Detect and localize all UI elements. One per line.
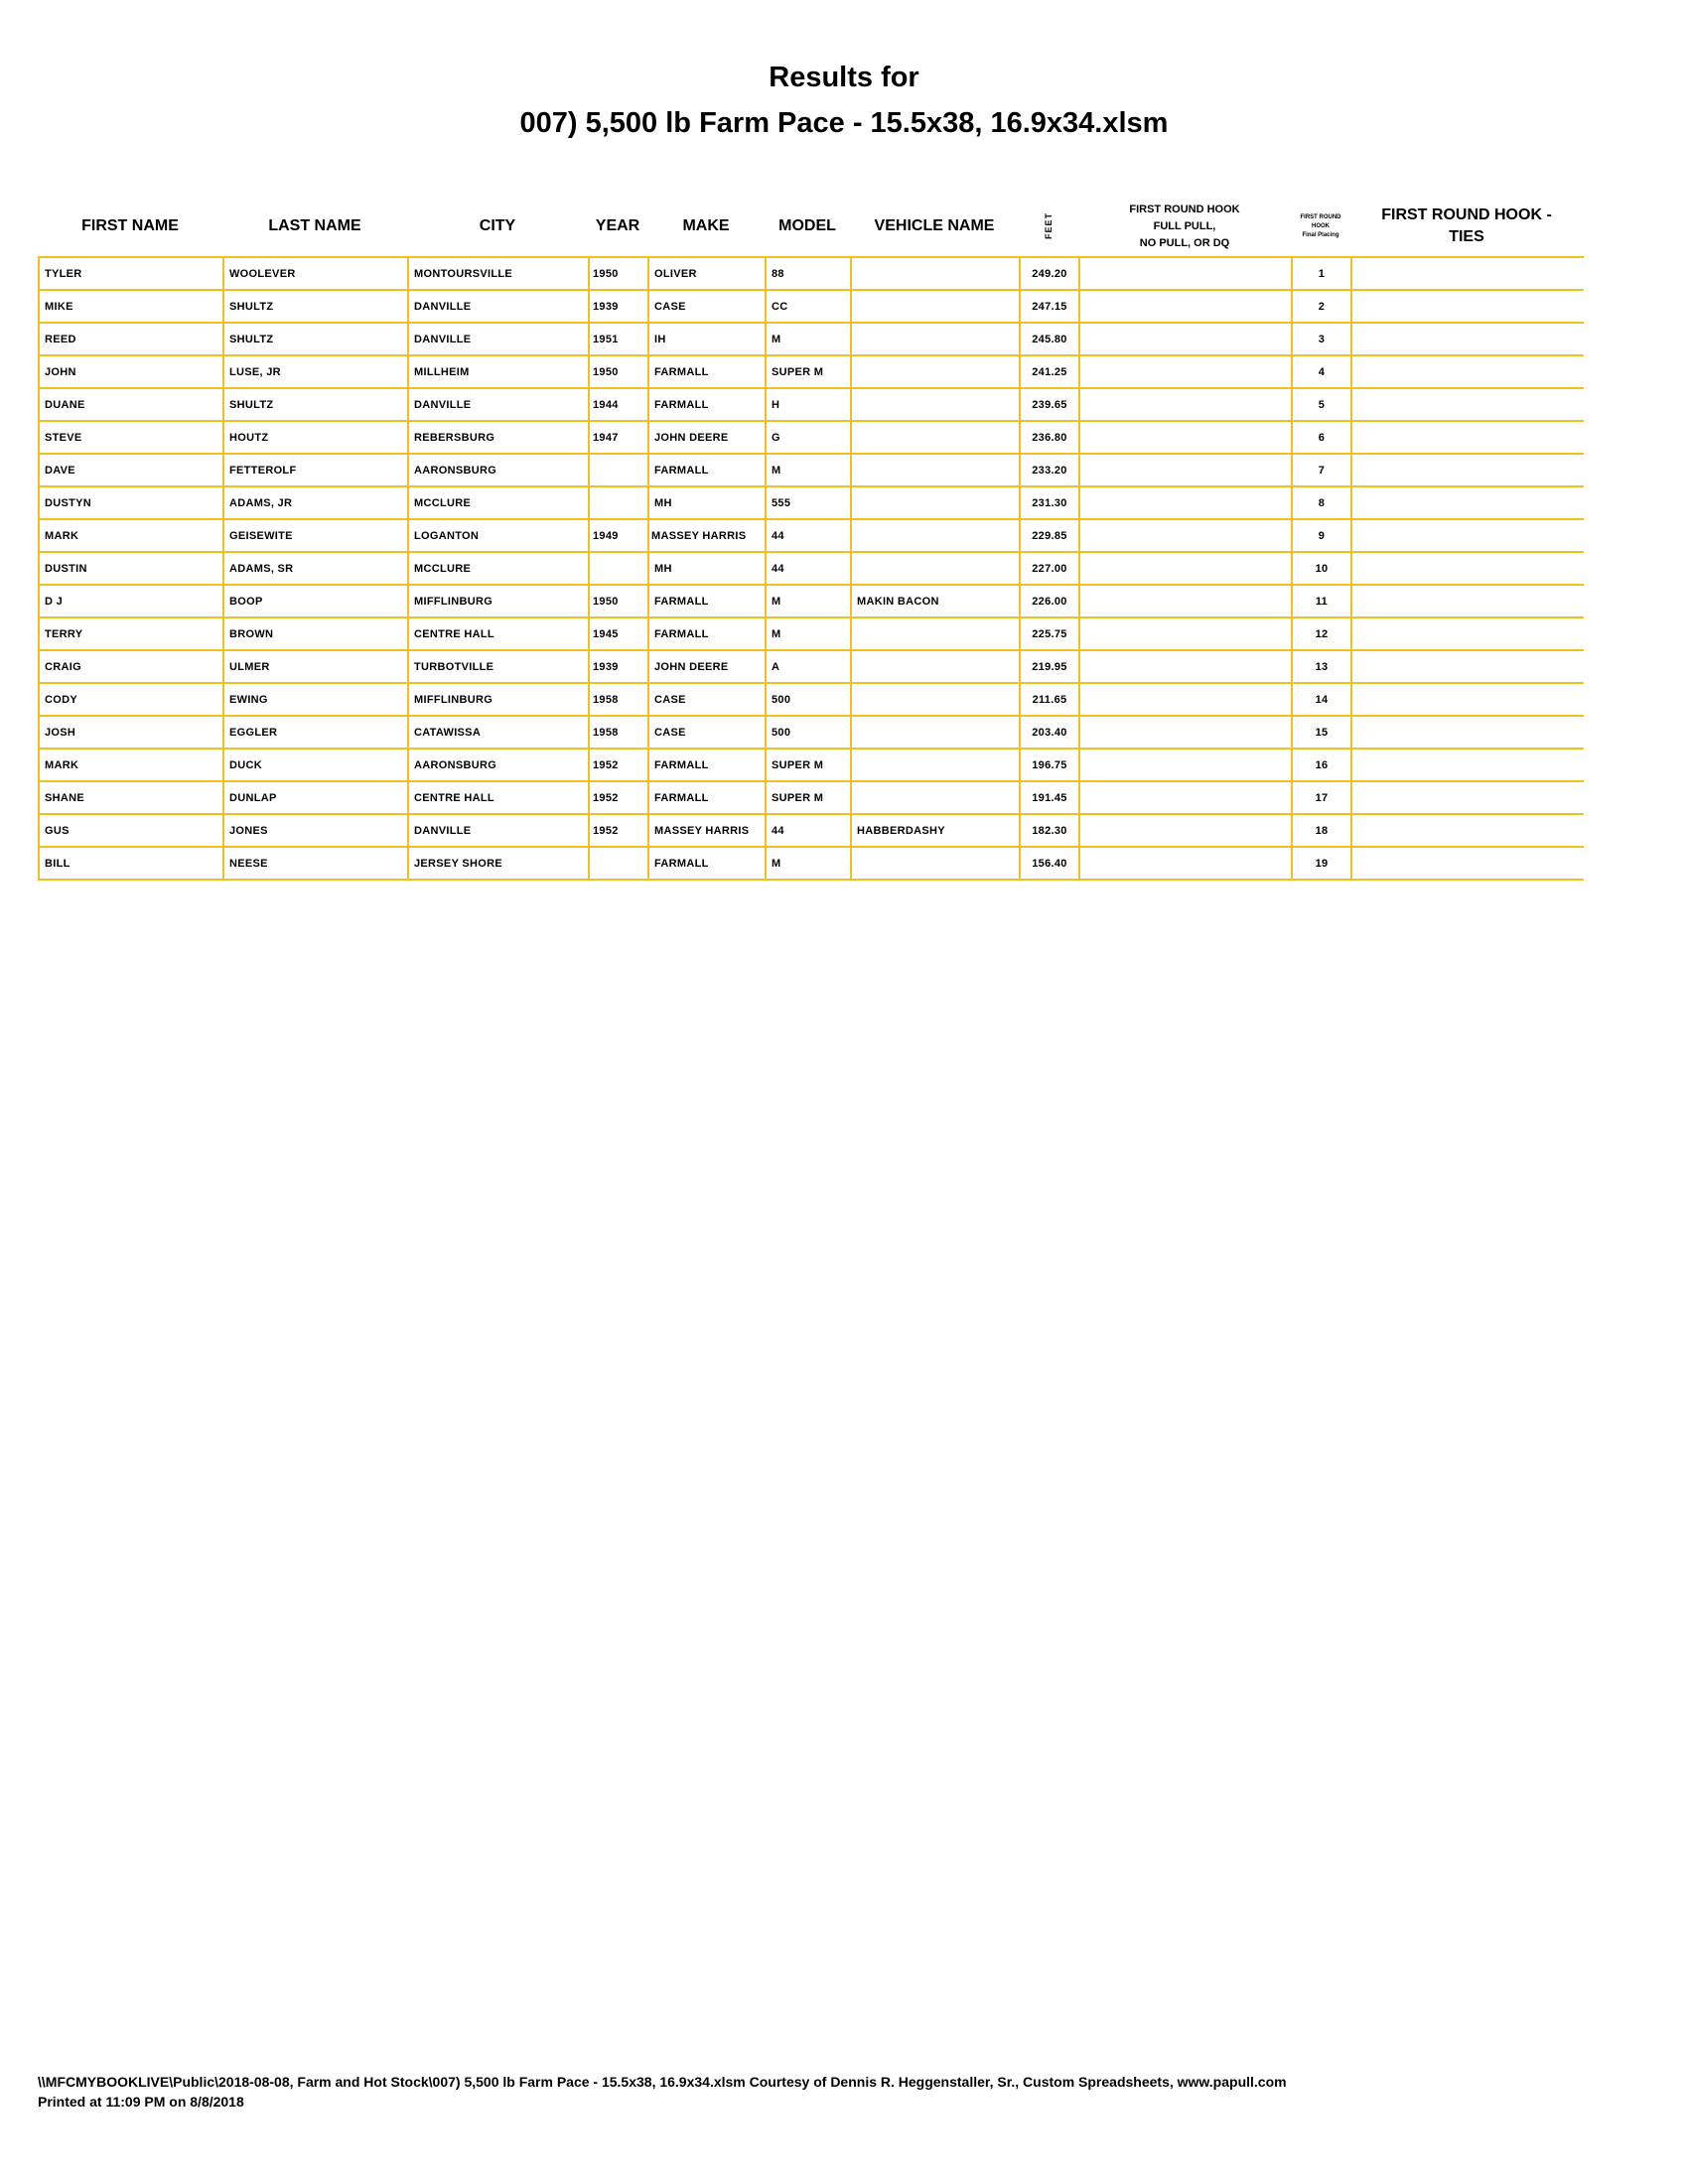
cell-city: MCCLURE [408, 486, 589, 519]
cell-first-name: DAVE [39, 454, 223, 486]
cell-last-name: FETTEROLF [223, 454, 408, 486]
cell-city: CENTRE HALL [408, 617, 589, 650]
header-model: MODEL [778, 217, 836, 234]
cell-hook-result [1079, 421, 1292, 454]
cell-make: FARMALL [648, 454, 766, 486]
cell-final-placing: 13 [1292, 650, 1351, 683]
cell-feet: 236.80 [1020, 421, 1079, 454]
cell-vehicle-name [851, 257, 1020, 290]
cell-vehicle-name [851, 650, 1020, 683]
table-row [39, 290, 1584, 323]
cell-make: JOHN DEERE [648, 650, 766, 683]
header-ties [1350, 195, 1583, 258]
table-row [39, 847, 1584, 880]
cell-hook-result [1079, 585, 1292, 617]
cell-first-name: CODY [39, 683, 223, 716]
cell-make: MH [648, 486, 766, 519]
cell-year: 1945 [589, 617, 648, 650]
cell-vehicle-name [851, 683, 1020, 716]
cell-model: CC [766, 290, 851, 323]
cell-feet: 239.65 [1020, 388, 1079, 421]
header-placing-line3: Final Placing [1302, 231, 1339, 238]
cell-final-placing: 9 [1292, 519, 1351, 552]
table-row [39, 388, 1584, 421]
cell-city: MCCLURE [408, 552, 589, 585]
cell-model: SUPER M [766, 781, 851, 814]
cell-city: MIFFLINBURG [408, 585, 589, 617]
cell-hook-result [1079, 847, 1292, 880]
cell-vehicle-name [851, 290, 1020, 323]
cell-model: 500 [766, 716, 851, 749]
cell-model: A [766, 650, 851, 683]
cell-make: FARMALL [648, 749, 766, 781]
table-row [39, 781, 1584, 814]
cell-year [589, 519, 648, 552]
cell-final-placing: 8 [1292, 486, 1351, 519]
cell-first-name: MIKE [39, 290, 223, 323]
cell-hook-result [1079, 355, 1292, 388]
cell-city: MILLHEIM [408, 355, 589, 388]
cell-city: DANVILLE [408, 388, 589, 421]
cell-model: 500 [766, 683, 851, 716]
cell-make: FARMALL [648, 617, 766, 650]
cell-vehicle-name [851, 486, 1020, 519]
cell-first-name: JOSH [39, 716, 223, 749]
cell-city: MONTOURSVILLE [408, 257, 589, 290]
header-hook-line2: FULL PULL, [1153, 219, 1216, 232]
cell-hook-result [1079, 683, 1292, 716]
cell-first-name: SHANE [39, 781, 223, 814]
cell-year: 1950 [589, 257, 648, 290]
cell-vehicle-name [851, 388, 1020, 421]
cell-last-name: EWING [223, 683, 408, 716]
cell-city: LOGANTON [408, 519, 589, 552]
cell-final-placing: 6 [1292, 421, 1351, 454]
table-row [39, 552, 1584, 585]
cell-final-placing: 1 [1292, 257, 1351, 290]
cell-vehicle-name [851, 421, 1020, 454]
cell-first-name: DUSTYN [39, 486, 223, 519]
page-footer [38, 2072, 1666, 2112]
cell-last-name: SHULTZ [223, 388, 408, 421]
cell-hook-result [1079, 552, 1292, 585]
cell-city: CATAWISSA [408, 716, 589, 749]
cell-last-name: BOOP [223, 585, 408, 617]
cell-last-name: ADAMS, SR [223, 552, 408, 585]
cell-ties [1351, 716, 1584, 749]
cell-final-placing: 12 [1292, 617, 1351, 650]
cell-first-name: JOHN [39, 355, 223, 388]
cell-ties [1351, 290, 1584, 323]
cell-year [589, 847, 648, 880]
cell-first-name: D J [39, 585, 223, 617]
cell-make: FARMALL [648, 781, 766, 814]
cell-city: DANVILLE [408, 290, 589, 323]
cell-vehicle-name: HABBERDASHY [851, 814, 1020, 847]
cell-final-placing: 3 [1292, 323, 1351, 355]
header-make: MAKE [682, 217, 730, 234]
cell-year: 1939 [589, 290, 648, 323]
cell-last-name: HOUTZ [223, 421, 408, 454]
cell-first-name: BILL [39, 847, 223, 880]
cell-last-name: DUNLAP [223, 781, 408, 814]
cell-feet: 211.65 [1020, 683, 1079, 716]
cell-vehicle-name [851, 716, 1020, 749]
cell-year: 1950 [589, 585, 648, 617]
cell-year: 1952 [589, 749, 648, 781]
table-row [39, 519, 1584, 552]
cell-first-name: DUSTIN [39, 552, 223, 585]
cell-vehicle-name [851, 323, 1020, 355]
cell-last-name: SHULTZ [223, 323, 408, 355]
cell-make: MH [648, 552, 766, 585]
cell-city: TURBOTVILLE [408, 650, 589, 683]
cell-feet: 226.00 [1020, 585, 1079, 617]
cell-model: 555 [766, 486, 851, 519]
cell-vehicle-name [851, 781, 1020, 814]
cell-make: CASE [648, 716, 766, 749]
cell-ties [1351, 650, 1584, 683]
header-last-name: LAST NAME [268, 217, 361, 234]
cell-hook-result [1079, 257, 1292, 290]
cell-last-name: GEISEWITE [223, 519, 408, 552]
cell-vehicle-name [851, 749, 1020, 781]
cell-last-name: EGGLER [223, 716, 408, 749]
cell-year: 1951 [589, 323, 648, 355]
cell-hook-result [1079, 617, 1292, 650]
cell-final-placing: 17 [1292, 781, 1351, 814]
table-header [38, 195, 1583, 258]
report-title: Results for [769, 62, 919, 93]
cell-first-name: CRAIG [39, 650, 223, 683]
cell-city: CENTRE HALL [408, 781, 589, 814]
cell-first-name: MARK [39, 749, 223, 781]
cell-last-name: SHULTZ [223, 290, 408, 323]
cell-feet: 249.20 [1020, 257, 1079, 290]
cell-final-placing: 7 [1292, 454, 1351, 486]
header-ties-line1: FIRST ROUND HOOK - [1381, 206, 1552, 223]
cell-feet: 203.40 [1020, 716, 1079, 749]
cell-hook-result [1079, 290, 1292, 323]
header-hook-line1: FIRST ROUND HOOK [1129, 203, 1240, 215]
cell-model: M [766, 585, 851, 617]
footer-file-path: \\MFCMYBOOKLIVE\Public\2018-08-08, Farm and Hot Stock\007) 5,500 lb Farm Pace - 15.5x38, 16.9x34.xlsm Courtesy of Dennis R. Heggenstaller, Sr., Custom Spreadsheets, www.papull.com [38, 2074, 1287, 2090]
cell-first-name: REED [39, 323, 223, 355]
cell-hook-result [1079, 749, 1292, 781]
cell-make: CASE [648, 683, 766, 716]
cell-hook-result [1079, 814, 1292, 847]
cell-year: 1958 [589, 716, 648, 749]
cell-year: 1939 [589, 650, 648, 683]
header-placing-line2: HOOK [1312, 222, 1330, 229]
cell-year: 1958 [589, 683, 648, 716]
cell-model: SUPER M [766, 749, 851, 781]
cell-ties [1351, 257, 1584, 290]
cell-ties [1351, 847, 1584, 880]
cell-final-placing: 5 [1292, 388, 1351, 421]
cell-model: G [766, 421, 851, 454]
cell-model: 88 [766, 257, 851, 290]
cell-final-placing: 10 [1292, 552, 1351, 585]
cell-first-name: MARK [39, 519, 223, 552]
cell-final-placing: 14 [1292, 683, 1351, 716]
cell-model: 44 [766, 552, 851, 585]
cell-feet: 182.30 [1020, 814, 1079, 847]
cell-feet: 191.45 [1020, 781, 1079, 814]
table-row [39, 814, 1584, 847]
cell-hook-result [1079, 650, 1292, 683]
cell-model: M [766, 323, 851, 355]
table-row [39, 257, 1584, 290]
cell-last-name: NEESE [223, 847, 408, 880]
cell-city: REBERSBURG [408, 421, 589, 454]
cell-hook-result [1079, 781, 1292, 814]
cell-ties [1351, 781, 1584, 814]
cell-first-name: STEVE [39, 421, 223, 454]
cell-make: CASE [648, 290, 766, 323]
header-hook-result [1078, 195, 1291, 258]
header-placing-line1: FIRST ROUND [1300, 213, 1341, 220]
cell-year [589, 552, 648, 585]
cell-hook-result [1079, 388, 1292, 421]
cell-vehicle-name [851, 847, 1020, 880]
cell-vehicle-name [851, 355, 1020, 388]
header-hook-line3: NO PULL, OR DQ [1139, 236, 1230, 249]
cell-last-name: WOOLEVER [223, 257, 408, 290]
table-row [39, 486, 1584, 519]
results-table [38, 256, 1584, 881]
cell-ties [1351, 749, 1584, 781]
cell-first-name: DUANE [39, 388, 223, 421]
cell-final-placing: 18 [1292, 814, 1351, 847]
table-row [39, 749, 1584, 781]
cell-vehicle-name [851, 519, 1020, 552]
cell-ties [1351, 585, 1584, 617]
cell-make: FARMALL [648, 585, 766, 617]
cell-make: JOHN DEERE [648, 421, 766, 454]
cell-model: SUPER M [766, 355, 851, 388]
cell-ties [1351, 552, 1584, 585]
cell-make: IH [648, 323, 766, 355]
cell-vehicle-name: MAKIN BACON [851, 585, 1020, 617]
cell-feet: 225.75 [1020, 617, 1079, 650]
cell-vehicle-name [851, 617, 1020, 650]
cell-last-name: LUSE, JR [223, 355, 408, 388]
header-vehicle-name: VEHICLE NAME [874, 217, 995, 234]
cell-vehicle-name [851, 454, 1020, 486]
cell-first-name: GUS [39, 814, 223, 847]
footer-printed-at: Printed at 11:09 PM on 8/8/2018 [38, 2094, 244, 2110]
cell-make: FARMALL [648, 847, 766, 880]
cell-year: 1947 [589, 421, 648, 454]
cell-year [589, 486, 648, 519]
header-year: YEAR [595, 217, 640, 234]
table-row [39, 585, 1584, 617]
cell-make: OLIVER [648, 257, 766, 290]
header-final-placing [1291, 195, 1350, 258]
table-row [39, 355, 1584, 388]
table-row [39, 421, 1584, 454]
table-row [39, 683, 1584, 716]
cell-model: M [766, 617, 851, 650]
cell-vehicle-name [851, 552, 1020, 585]
cell-model: 44 [766, 814, 851, 847]
cell-final-placing: 4 [1292, 355, 1351, 388]
cell-ties [1351, 323, 1584, 355]
header-city: CITY [479, 217, 516, 234]
cell-feet: 247.15 [1020, 290, 1079, 323]
cell-last-name: DUCK [223, 749, 408, 781]
cell-feet: 231.30 [1020, 486, 1079, 519]
cell-city: AARONSBURG [408, 749, 589, 781]
cell-feet: 233.20 [1020, 454, 1079, 486]
cell-city: MIFFLINBURG [408, 683, 589, 716]
cell-hook-result [1079, 519, 1292, 552]
cell-city: JERSEY SHORE [408, 847, 589, 880]
cell-model: H [766, 388, 851, 421]
cell-year: 1950 [589, 355, 648, 388]
cell-ties [1351, 388, 1584, 421]
cell-feet: 241.25 [1020, 355, 1079, 388]
results-body [39, 257, 1584, 880]
cell-model: M [766, 847, 851, 880]
cell-final-placing: 2 [1292, 290, 1351, 323]
cell-first-name: TYLER [39, 257, 223, 290]
cell-ties [1351, 454, 1584, 486]
header-first-name: FIRST NAME [81, 217, 179, 234]
cell-city: AARONSBURG [408, 454, 589, 486]
table-row [39, 454, 1584, 486]
cell-ties [1351, 421, 1584, 454]
cell-feet: 219.95 [1020, 650, 1079, 683]
cell-city: DANVILLE [408, 323, 589, 355]
header-feet-label: FEET [1044, 212, 1054, 240]
cell-feet: 229.85 [1020, 519, 1079, 552]
cell-last-name: JONES [223, 814, 408, 847]
cell-hook-result [1079, 323, 1292, 355]
cell-feet: 156.40 [1020, 847, 1079, 880]
table-row [39, 323, 1584, 355]
cell-make: FARMALL [648, 355, 766, 388]
cell-first-name: TERRY [39, 617, 223, 650]
cell-feet: 196.75 [1020, 749, 1079, 781]
report-filename-title: 007) 5,500 lb Farm Pace - 15.5x38, 16.9x34.xlsm [519, 107, 1169, 139]
cell-final-placing: 11 [1292, 585, 1351, 617]
header-feet [1019, 195, 1078, 258]
cell-year: 1952 [589, 781, 648, 814]
header-ties-line2: TIES [1449, 228, 1484, 245]
cell-model: 44 [766, 519, 851, 552]
cell-ties [1351, 683, 1584, 716]
cell-final-placing: 19 [1292, 847, 1351, 880]
table-row [39, 617, 1584, 650]
cell-ties [1351, 617, 1584, 650]
table-row [39, 716, 1584, 749]
cell-ties [1351, 486, 1584, 519]
cell-hook-result [1079, 486, 1292, 519]
cell-last-name: BROWN [223, 617, 408, 650]
cell-hook-result [1079, 454, 1292, 486]
cell-make: MASSEY HARRIS [648, 814, 766, 847]
cell-ties [1351, 814, 1584, 847]
cell-year: 1944 [589, 388, 648, 421]
table-row [39, 650, 1584, 683]
cell-final-placing: 16 [1292, 749, 1351, 781]
cell-ties [1351, 355, 1584, 388]
cell-ties [1351, 519, 1584, 552]
cell-last-name: ULMER [223, 650, 408, 683]
cell-year: 1952 [589, 814, 648, 847]
cell-model: M [766, 454, 851, 486]
cell-feet: 227.00 [1020, 552, 1079, 585]
cell-final-placing: 15 [1292, 716, 1351, 749]
cell-year [589, 454, 648, 486]
cell-make: FARMALL [648, 388, 766, 421]
cell-make: MASSEY HARRIS [648, 519, 766, 552]
cell-feet: 245.80 [1020, 323, 1079, 355]
cell-city: DANVILLE [408, 814, 589, 847]
cell-hook-result [1079, 716, 1292, 749]
cell-year-value: 1949 [593, 529, 619, 542]
cell-last-name: ADAMS, JR [223, 486, 408, 519]
